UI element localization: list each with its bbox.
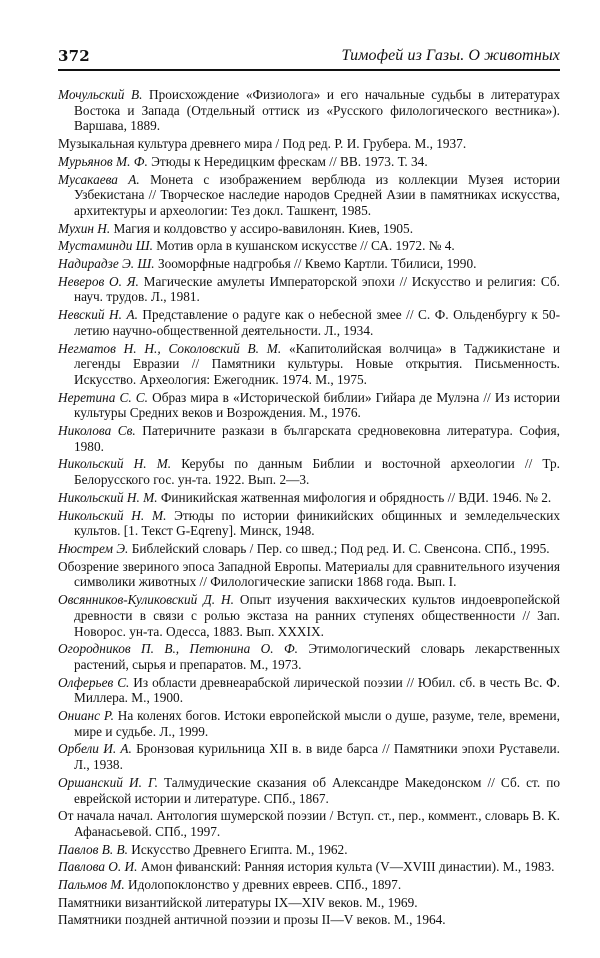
entry-text: Образ мира в «Исторической библии» Гийара де Мулэна // Из истории культуры Средних веков и Возрождения. М., 1976. bbox=[74, 389, 560, 421]
bibliography-entry bbox=[58, 154, 560, 170]
entry-author: Олферьев С. bbox=[58, 674, 130, 690]
entry-text: Бронзовая курильница XII в. в виде барса // Памятники эпохи Руставели. Л., 1938. bbox=[74, 741, 560, 773]
bibliography-entry bbox=[58, 641, 560, 672]
bibliography-entry bbox=[58, 877, 560, 893]
entry-text: Этюды к Нередицким фрескам // ВВ. 1973. Т. 34. bbox=[147, 153, 428, 169]
bibliography-entry bbox=[58, 456, 560, 487]
bibliography-entry bbox=[58, 256, 560, 272]
entry-text: Керубы по данным Библии и восточной археологии // Тр. Белорусского гос. ун-та. 1922. Вып. 2—3. bbox=[74, 456, 560, 488]
bibliography-entry bbox=[58, 775, 560, 806]
bibliography-entry bbox=[58, 592, 560, 639]
entry-author: Невский Н. А. bbox=[58, 307, 138, 323]
bibliography-entry bbox=[58, 508, 560, 539]
entry-author: Огородников П. В., Петюнина О. Ф. bbox=[58, 641, 299, 657]
entry-text: Из области древнеарабской лирической поэзии // Юбил. сб. в честь Вс. Ф. Миллера. М., 1900. bbox=[74, 674, 561, 706]
entry-author: Павлова О. И. bbox=[58, 859, 138, 875]
bibliography-entry bbox=[58, 341, 560, 388]
running-title: Тимофей из Газы. О животных bbox=[341, 47, 560, 64]
page-number: 372 bbox=[58, 47, 90, 65]
bibliography-entry bbox=[58, 559, 560, 590]
entry-text: Магия и колдовство у ассиро-вавилонян. Киев, 1905. bbox=[110, 220, 414, 236]
entry-text: Музыкальная культура древнего мира / Под ред. Р. И. Грубера. М., 1937. bbox=[58, 136, 467, 152]
entry-author: Надирадзе Э. Ш. bbox=[58, 256, 155, 272]
bibliography-entry bbox=[58, 675, 560, 706]
entry-author: Николова Св. bbox=[58, 423, 136, 439]
entry-author: Мусакаева А. bbox=[58, 171, 140, 187]
bibliography-entry bbox=[58, 221, 560, 237]
entry-author: Онианс Р. bbox=[58, 708, 114, 724]
entry-author: Неверов О. Я. bbox=[58, 273, 139, 289]
bibliography-entry bbox=[58, 541, 560, 557]
entry-text: Искусство Древнего Египта. М., 1962. bbox=[127, 841, 348, 857]
entry-text: Представление о радуге как о небесной змее // С. Ф. Ольденбургу к 50-летию научно-общественной деятельности. Л., 1934. bbox=[74, 307, 560, 338]
entry-text: Амон фиванский: Ранняя история культа (V—XVIII династии). М., 1983. bbox=[137, 859, 555, 875]
entry-text: Магические амулеты Императорской эпохи // Искусство и религия: Сб. науч. трудов. Л., 1981. bbox=[74, 273, 560, 305]
bibliography-entry bbox=[58, 423, 560, 454]
entry-text: Идолопоклонство у древних евреев. СПб., 1897. bbox=[124, 877, 402, 893]
bibliography-entry bbox=[58, 859, 560, 875]
entry-author: Орбели И. А. bbox=[58, 741, 132, 757]
entry-text: «Капитолийская волчица» в Таджикистане и легенды Евразии // Памятники культуры. Новые открытия. Письменность. Искусство. Археология: Ежегодник. 1974. М., 1975. bbox=[74, 340, 561, 387]
entry-author: Мочульский В. bbox=[58, 87, 143, 102]
book-page bbox=[58, 40, 560, 930]
entry-text: На коленях богов. Истоки европейской мысли о душе, разуме, теле, времени, мире и судьбе. Л., 1999. bbox=[74, 708, 560, 739]
bibliography-entry bbox=[58, 912, 560, 928]
entry-text: Патеричните разкази в българската средновековна литература. София, 1980. bbox=[74, 423, 560, 454]
entry-author: Пальмов М. bbox=[58, 877, 125, 893]
bibliography-entry bbox=[58, 842, 560, 858]
entry-author: Никольский Н. М. bbox=[58, 489, 158, 505]
bibliography-list bbox=[58, 87, 560, 928]
bibliography-entry bbox=[58, 307, 560, 338]
entry-author: Никольский Н. М. bbox=[58, 456, 172, 472]
entry-text: Обозрение звериного эпоса Западной Европы. Материалы для сравнительного изучения символики животных // Филологические записки 1868 года. Вып. I. bbox=[58, 558, 560, 590]
bibliography-entry bbox=[58, 490, 560, 506]
bibliography-entry bbox=[58, 172, 560, 219]
entry-author: Оршанский И. Г. bbox=[58, 774, 158, 790]
entry-text: Происхождение «Физиолога» и его начальные судьбы в литературах Востока и Запада (Отдельный оттиск из «Русского филологического вестника»). Варшава, 1889. bbox=[74, 87, 560, 134]
entry-text: Этимологический словарь лекарственных растений, сырья и препаратов. М., 1973. bbox=[74, 641, 560, 672]
bibliography-entry bbox=[58, 136, 560, 152]
bibliography-entry bbox=[58, 87, 560, 134]
entry-text: Талмудические сказания об Александре Македонском // Сб. ст. по еврейской истории и литературе. СПб., 1867. bbox=[74, 774, 560, 806]
entry-author: Негматов Н. Н., Соколовский В. М. bbox=[58, 340, 282, 356]
entry-text: Памятники поздней античной поэзии и прозы II—V веков. М., 1964. bbox=[58, 912, 446, 928]
entry-text: От начала начал. Антология шумерской поэзии / Вступ. ст., пер., коммент., словарь В. К. Афанасьевой. СПб., 1997. bbox=[58, 808, 560, 839]
entry-author: Мурьянов М. Ф. bbox=[58, 153, 148, 169]
entry-text: Зооморфные надгробья // Квемо Картли. Тбилиси, 1990. bbox=[154, 256, 477, 272]
bibliography-entry bbox=[58, 390, 560, 421]
bibliography-entry bbox=[58, 238, 560, 254]
page-header bbox=[58, 40, 560, 71]
entry-author: Мустаминди Ш. bbox=[58, 238, 153, 254]
entry-author: Нюстрем Э. bbox=[58, 540, 129, 556]
bibliography-entry bbox=[58, 708, 560, 739]
bibliography-entry bbox=[58, 274, 560, 305]
entry-text: Библейский словарь / Пер. со швед.; Под ред. И. С. Свенсона. СПб., 1995. bbox=[128, 540, 550, 556]
entry-text: Финикийская жатвенная мифология и обрядность // ВДИ. 1946. № 2. bbox=[157, 489, 552, 505]
entry-author: Неретина С. С. bbox=[58, 389, 148, 405]
entry-author: Павлов В. В. bbox=[58, 841, 128, 857]
entry-text: Памятники византийской литературы IX—XIV веков. М., 1969. bbox=[58, 894, 418, 910]
entry-text: Этюды по истории финикийских общинных и земледельческих культов. [1. Текст G-Eqreny]. Минск, 1948. bbox=[74, 507, 560, 539]
bibliography-entry bbox=[58, 895, 560, 911]
entry-author: Мухин Н. bbox=[58, 220, 111, 236]
entry-text: Опыт изучения вакхических культов индоевропейской древности в связи с ролью экстаза на ранних ступенях общественности // Зап. Новорос. ун-та. Одесса, 1883. Вып. XXXIX. bbox=[74, 592, 561, 639]
bibliography-entry bbox=[58, 741, 560, 772]
entry-author: Овсянников-Куликовский Д. Н. bbox=[58, 592, 234, 608]
entry-text: Мотив орла в кушанском искусстве // СА. 1972. № 4. bbox=[152, 238, 455, 254]
entry-author: Никольский Н. М. bbox=[58, 507, 167, 523]
entry-text: Монета с изображением верблюда из коллекции Музея истории Узбекистана // Творческое наследие народов Средней Азии в памятниках искусства, архитектуры и археологии: Тез докл. Ташкент, 1985. bbox=[74, 171, 560, 218]
bibliography-entry bbox=[58, 808, 560, 839]
